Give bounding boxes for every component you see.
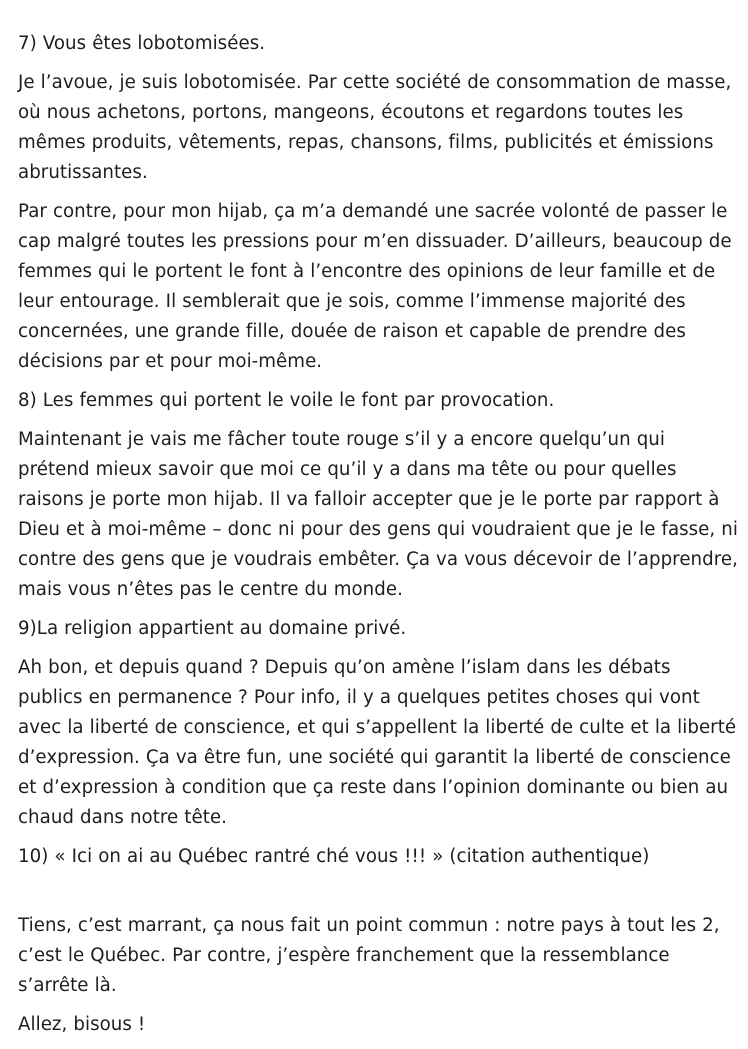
- post-body: [18, 29, 740, 1049]
- paragraph-hijab-choice: Par contre, pour mon hijab, ça m’a demandé une sacrée volonté de passer le cap malgré toutes les pressions pour m’en dissuader. D’ailleurs, beaucoup de femmes qui le portent le font à l’encontre des opinions de leur famille et de leur entourage. Il semblerait que je sois, comme l’immense majorité des concernées, une grande fille, douée de raison et capable de prendre des décisions par et pour moi-même.: [18, 201, 732, 372]
- heading-point-10: 10) « Ici on ai au Québec rantré ché vous !!! » (citation authentique): [18, 846, 650, 867]
- heading-point-7: 7) Vous êtes lobotomisées.: [18, 33, 266, 54]
- paragraph-private-domain-reply: Ah bon, et depuis quand ? Depuis qu’on amène l’islam dans les débats publics en permanence ? Pour info, il y a quelques petites choses qui vont avec la liberté de conscience, et qui s’appellent la liberté de culte et la liberté d’expression. Ça va être fun, une société qui garantit la liberté de conscience et d’expression à condition que ça reste dans l’opinion dominante ou bien au chaud dans notre tête.: [18, 657, 737, 828]
- paragraph-quebec-reply: Tiens, c’est marrant, ça nous fait un point commun : notre pays à tout les 2, c’est le Québec. Par contre, j’espère franchement que la ressemblance s’arrête là.: [18, 915, 720, 996]
- paragraph-lobotomy-reply: Je l’avoue, je suis lobotomisée. Par cette société de consommation de masse, où nous achetons, portons, mangeons, écoutons et regardons toutes les mêmes produits, vêtements, repas, chansons, films, publicités et émissions abrutissantes.: [18, 72, 732, 183]
- paragraph-provocation-reply: Maintenant je vais me fâcher toute rouge s’il y a encore quelqu’un qui prétend mieux savoir que moi ce qu’il y a dans ma tête ou pour quelles raisons je porte mon hijab. Il va falloir accepter que je le porte par rapport à Dieu et à moi-même – donc ni pour des gens qui voudraient que je le fasse, ni contre des gens que je voudrais embêter. Ça va vous décevoir de l’apprendre, mais vous n’êtes pas le centre du monde.: [18, 429, 738, 600]
- heading-point-8: 8) Les femmes qui portent le voile le font par provocation.: [18, 390, 555, 411]
- closing-line: Allez, bisous !: [18, 1014, 146, 1035]
- heading-point-9: 9)La religion appartient au domaine privé.: [18, 618, 407, 639]
